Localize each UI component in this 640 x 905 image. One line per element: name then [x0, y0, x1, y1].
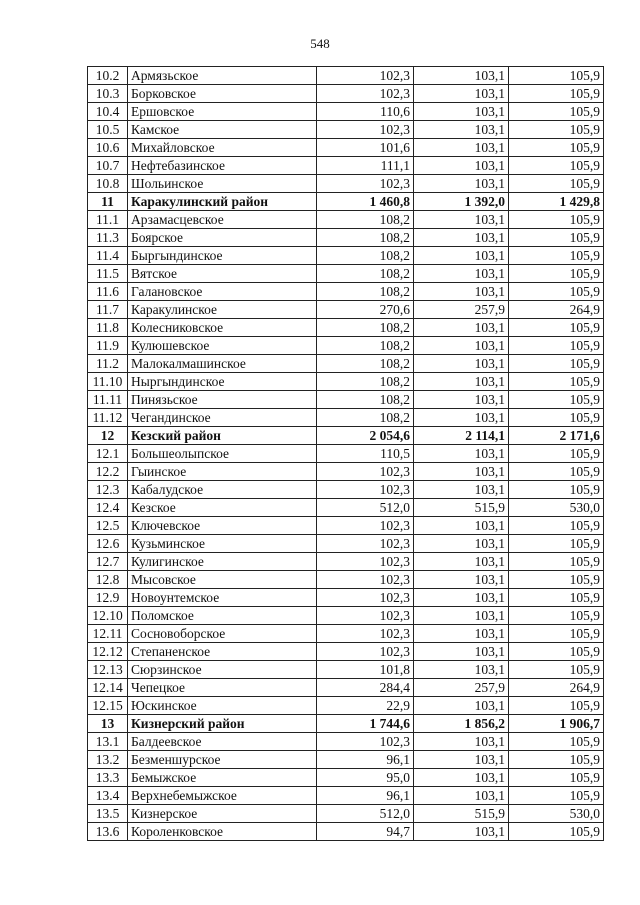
row-code: 11.9: [88, 337, 128, 355]
row-code: 11.3: [88, 229, 128, 247]
row-value-3: 105,9: [509, 121, 604, 139]
row-value-3: 105,9: [509, 157, 604, 175]
row-code: 13: [88, 715, 128, 733]
row-value-1: 110,6: [317, 103, 414, 121]
row-name: Кезский район: [128, 427, 317, 445]
row-value-1: 102,3: [317, 733, 414, 751]
row-name: Нефтебазинское: [128, 157, 317, 175]
row-name: Гыинское: [128, 463, 317, 481]
row-value-3: 105,9: [509, 103, 604, 121]
row-value-2: 103,1: [414, 571, 509, 589]
row-value-2: 103,1: [414, 481, 509, 499]
row-code: 13.6: [88, 823, 128, 841]
row-value-3: 105,9: [509, 517, 604, 535]
row-value-2: 103,1: [414, 517, 509, 535]
row-value-1: 512,0: [317, 499, 414, 517]
row-value-1: 94,7: [317, 823, 414, 841]
row-name: Армязьское: [128, 67, 317, 85]
row-value-3: 105,9: [509, 553, 604, 571]
table-row: [88, 463, 604, 481]
row-code: 13.3: [88, 769, 128, 787]
row-value-1: 102,3: [317, 121, 414, 139]
row-value-3: 105,9: [509, 175, 604, 193]
row-code: 13.2: [88, 751, 128, 769]
row-value-3: 530,0: [509, 499, 604, 517]
table-row: [88, 535, 604, 553]
table-row: [88, 481, 604, 499]
row-name: Степаненское: [128, 643, 317, 661]
row-value-2: 103,1: [414, 319, 509, 337]
table-row: [88, 751, 604, 769]
table-row: [88, 373, 604, 391]
row-value-3: 105,9: [509, 571, 604, 589]
row-value-2: 103,1: [414, 535, 509, 553]
row-code: 11.1: [88, 211, 128, 229]
row-value-3: 105,9: [509, 481, 604, 499]
row-value-1: 108,2: [317, 265, 414, 283]
row-value-3: 105,9: [509, 247, 604, 265]
row-value-1: 96,1: [317, 787, 414, 805]
table-row: [88, 823, 604, 841]
row-value-2: 103,1: [414, 355, 509, 373]
row-name: Сосновоборское: [128, 625, 317, 643]
row-value-1: 284,4: [317, 679, 414, 697]
row-code: 11.7: [88, 301, 128, 319]
row-value-3: 105,9: [509, 733, 604, 751]
row-value-3: 105,9: [509, 625, 604, 643]
row-value-2: 103,1: [414, 139, 509, 157]
row-code: 10.4: [88, 103, 128, 121]
row-code: 10.2: [88, 67, 128, 85]
table-row: [88, 157, 604, 175]
row-value-1: 22,9: [317, 697, 414, 715]
row-value-2: 103,1: [414, 733, 509, 751]
row-code: 10.7: [88, 157, 128, 175]
row-code: 12.2: [88, 463, 128, 481]
row-value-2: 515,9: [414, 805, 509, 823]
row-value-1: 512,0: [317, 805, 414, 823]
row-name: Большеолыпское: [128, 445, 317, 463]
table-row: [88, 553, 604, 571]
row-value-1: 102,3: [317, 625, 414, 643]
row-value-2: 103,1: [414, 661, 509, 679]
row-value-3: 105,9: [509, 445, 604, 463]
row-value-2: 103,1: [414, 787, 509, 805]
row-value-3: 105,9: [509, 751, 604, 769]
table-body: [88, 67, 604, 841]
row-name: Ключевское: [128, 517, 317, 535]
row-value-2: 103,1: [414, 247, 509, 265]
row-value-1: 108,2: [317, 211, 414, 229]
row-value-1: 270,6: [317, 301, 414, 319]
row-value-2: 103,1: [414, 409, 509, 427]
row-value-3: 2 171,6: [509, 427, 604, 445]
row-name: Арзамасцевское: [128, 211, 317, 229]
table-row: [88, 337, 604, 355]
row-value-2: 103,1: [414, 643, 509, 661]
row-value-1: 108,2: [317, 391, 414, 409]
row-value-2: 103,1: [414, 175, 509, 193]
row-value-1: 101,8: [317, 661, 414, 679]
row-value-1: 102,3: [317, 517, 414, 535]
row-value-2: 1 392,0: [414, 193, 509, 211]
row-value-2: 257,9: [414, 679, 509, 697]
row-value-1: 96,1: [317, 751, 414, 769]
row-value-1: 102,3: [317, 607, 414, 625]
row-value-1: 111,1: [317, 157, 414, 175]
row-value-1: 110,5: [317, 445, 414, 463]
row-value-3: 530,0: [509, 805, 604, 823]
table-row: [88, 409, 604, 427]
row-value-2: 103,1: [414, 265, 509, 283]
row-name: Короленковское: [128, 823, 317, 841]
row-code: 12.3: [88, 481, 128, 499]
row-value-2: 1 856,2: [414, 715, 509, 733]
row-value-1: 102,3: [317, 589, 414, 607]
district-row: [88, 193, 604, 211]
row-value-2: 2 114,1: [414, 427, 509, 445]
table-row: [88, 85, 604, 103]
table-row: [88, 517, 604, 535]
table-row: [88, 769, 604, 787]
row-value-1: 108,2: [317, 247, 414, 265]
row-code: 11.4: [88, 247, 128, 265]
row-value-1: 102,3: [317, 571, 414, 589]
row-value-3: 105,9: [509, 643, 604, 661]
row-value-2: 103,1: [414, 589, 509, 607]
row-value-1: 95,0: [317, 769, 414, 787]
table-row: [88, 175, 604, 193]
row-value-1: 102,3: [317, 643, 414, 661]
row-code: 12.7: [88, 553, 128, 571]
row-name: Кезское: [128, 499, 317, 517]
row-value-1: 108,2: [317, 229, 414, 247]
row-value-2: 103,1: [414, 157, 509, 175]
row-value-1: 102,3: [317, 85, 414, 103]
row-code: 12.6: [88, 535, 128, 553]
row-value-3: 105,9: [509, 211, 604, 229]
row-value-2: 103,1: [414, 211, 509, 229]
row-value-1: 102,3: [317, 67, 414, 85]
row-value-1: 108,2: [317, 283, 414, 301]
row-value-3: 1 906,7: [509, 715, 604, 733]
row-name: Колесниковское: [128, 319, 317, 337]
row-value-2: 257,9: [414, 301, 509, 319]
row-value-3: 105,9: [509, 463, 604, 481]
row-name: Кабалудское: [128, 481, 317, 499]
row-value-3: 105,9: [509, 265, 604, 283]
table-row: [88, 283, 604, 301]
row-name: Юскинское: [128, 697, 317, 715]
row-code: 10.8: [88, 175, 128, 193]
row-code: 12.14: [88, 679, 128, 697]
table-row: [88, 391, 604, 409]
row-value-3: 105,9: [509, 337, 604, 355]
row-name: Кулюшевское: [128, 337, 317, 355]
row-code: 12.4: [88, 499, 128, 517]
row-code: 12.1: [88, 445, 128, 463]
row-code: 12: [88, 427, 128, 445]
row-value-3: 105,9: [509, 787, 604, 805]
row-value-3: 105,9: [509, 283, 604, 301]
row-value-3: 105,9: [509, 67, 604, 85]
row-value-1: 108,2: [317, 355, 414, 373]
row-name: Ныргындинское: [128, 373, 317, 391]
row-value-2: 103,1: [414, 751, 509, 769]
row-name: Боярское: [128, 229, 317, 247]
budget-table: [87, 66, 604, 841]
row-name: Верхнебемыжское: [128, 787, 317, 805]
district-row: [88, 715, 604, 733]
table-row: [88, 265, 604, 283]
row-value-3: 105,9: [509, 607, 604, 625]
row-code: 11.5: [88, 265, 128, 283]
table-row: [88, 103, 604, 121]
table-row: [88, 607, 604, 625]
row-code: 11: [88, 193, 128, 211]
row-value-2: 103,1: [414, 103, 509, 121]
row-value-3: 105,9: [509, 409, 604, 427]
table-row: [88, 355, 604, 373]
table-row: [88, 319, 604, 337]
row-value-3: 105,9: [509, 769, 604, 787]
row-name: Чегандинское: [128, 409, 317, 427]
table-row: [88, 445, 604, 463]
row-value-1: 1 460,8: [317, 193, 414, 211]
district-row: [88, 427, 604, 445]
table-row: [88, 67, 604, 85]
row-name: Каракулинский район: [128, 193, 317, 211]
row-value-3: 264,9: [509, 301, 604, 319]
page-number: 548: [310, 36, 330, 51]
table-row: [88, 247, 604, 265]
row-value-3: 105,9: [509, 85, 604, 103]
row-name: Ершовское: [128, 103, 317, 121]
row-value-2: 103,1: [414, 823, 509, 841]
row-code: 11.6: [88, 283, 128, 301]
table-row: [88, 589, 604, 607]
row-value-2: 103,1: [414, 607, 509, 625]
row-value-1: 102,3: [317, 481, 414, 499]
row-code: 13.5: [88, 805, 128, 823]
row-name: Балдеевское: [128, 733, 317, 751]
row-value-3: 105,9: [509, 229, 604, 247]
table-row: [88, 121, 604, 139]
row-value-2: 103,1: [414, 229, 509, 247]
row-value-1: 108,2: [317, 373, 414, 391]
row-value-1: 108,2: [317, 409, 414, 427]
row-value-1: 2 054,6: [317, 427, 414, 445]
row-value-3: 105,9: [509, 373, 604, 391]
table-row: [88, 211, 604, 229]
table-row: [88, 139, 604, 157]
row-code: 12.10: [88, 607, 128, 625]
row-value-2: 103,1: [414, 769, 509, 787]
row-name: Михайловское: [128, 139, 317, 157]
row-code: 10.3: [88, 85, 128, 103]
row-code: 12.9: [88, 589, 128, 607]
row-code: 10.6: [88, 139, 128, 157]
row-value-3: 105,9: [509, 589, 604, 607]
row-name: Галановское: [128, 283, 317, 301]
row-value-2: 103,1: [414, 625, 509, 643]
row-value-3: 264,9: [509, 679, 604, 697]
table-row: [88, 571, 604, 589]
row-name: Кузьминское: [128, 535, 317, 553]
row-value-2: 103,1: [414, 337, 509, 355]
row-code: 11.2: [88, 355, 128, 373]
row-code: 11.10: [88, 373, 128, 391]
row-value-3: 105,9: [509, 355, 604, 373]
row-code: 12.8: [88, 571, 128, 589]
row-name: Камское: [128, 121, 317, 139]
row-name: Кизнерское: [128, 805, 317, 823]
row-value-1: 102,3: [317, 175, 414, 193]
row-code: 10.5: [88, 121, 128, 139]
table-row: [88, 679, 604, 697]
row-name: Поломское: [128, 607, 317, 625]
row-name: Мысовское: [128, 571, 317, 589]
row-value-2: 103,1: [414, 283, 509, 301]
row-value-2: 515,9: [414, 499, 509, 517]
row-code: 12.11: [88, 625, 128, 643]
table-row: [88, 229, 604, 247]
row-name: Кулигинское: [128, 553, 317, 571]
row-value-2: 103,1: [414, 445, 509, 463]
row-value-2: 103,1: [414, 553, 509, 571]
row-code: 11.11: [88, 391, 128, 409]
table-row: [88, 805, 604, 823]
row-name: Вятское: [128, 265, 317, 283]
row-value-2: 103,1: [414, 373, 509, 391]
row-code: 11.8: [88, 319, 128, 337]
row-name: Шольинское: [128, 175, 317, 193]
table-row: [88, 625, 604, 643]
row-value-2: 103,1: [414, 67, 509, 85]
table-row: [88, 499, 604, 517]
row-name: Чепецкое: [128, 679, 317, 697]
row-name: Кизнерский район: [128, 715, 317, 733]
row-value-2: 103,1: [414, 391, 509, 409]
row-code: 12.13: [88, 661, 128, 679]
row-value-3: 105,9: [509, 697, 604, 715]
table-row: [88, 697, 604, 715]
row-name: Борковское: [128, 85, 317, 103]
row-value-3: 105,9: [509, 391, 604, 409]
table-row: [88, 787, 604, 805]
row-value-3: 1 429,8: [509, 193, 604, 211]
row-code: 11.12: [88, 409, 128, 427]
row-value-2: 103,1: [414, 121, 509, 139]
row-name: Сюрзинское: [128, 661, 317, 679]
row-value-1: 1 744,6: [317, 715, 414, 733]
row-value-3: 105,9: [509, 823, 604, 841]
row-value-1: 108,2: [317, 337, 414, 355]
table-row: [88, 301, 604, 319]
table-row: [88, 733, 604, 751]
row-value-1: 108,2: [317, 319, 414, 337]
row-name: Быргындинское: [128, 247, 317, 265]
row-value-2: 103,1: [414, 85, 509, 103]
row-value-2: 103,1: [414, 697, 509, 715]
row-value-2: 103,1: [414, 463, 509, 481]
row-value-1: 102,3: [317, 535, 414, 553]
row-name: Малокалмашинское: [128, 355, 317, 373]
row-value-3: 105,9: [509, 319, 604, 337]
table-row: [88, 643, 604, 661]
row-code: 13.1: [88, 733, 128, 751]
row-value-3: 105,9: [509, 139, 604, 157]
row-value-3: 105,9: [509, 661, 604, 679]
row-code: 12.5: [88, 517, 128, 535]
row-value-1: 102,3: [317, 553, 414, 571]
row-name: Бемыжское: [128, 769, 317, 787]
row-value-3: 105,9: [509, 535, 604, 553]
row-value-1: 101,6: [317, 139, 414, 157]
row-name: Безменшурское: [128, 751, 317, 769]
table-row: [88, 661, 604, 679]
row-name: Каракулинское: [128, 301, 317, 319]
row-code: 12.12: [88, 643, 128, 661]
row-code: 12.15: [88, 697, 128, 715]
row-code: 13.4: [88, 787, 128, 805]
row-name: Пинязьское: [128, 391, 317, 409]
row-name: Новоунтемское: [128, 589, 317, 607]
row-value-1: 102,3: [317, 463, 414, 481]
